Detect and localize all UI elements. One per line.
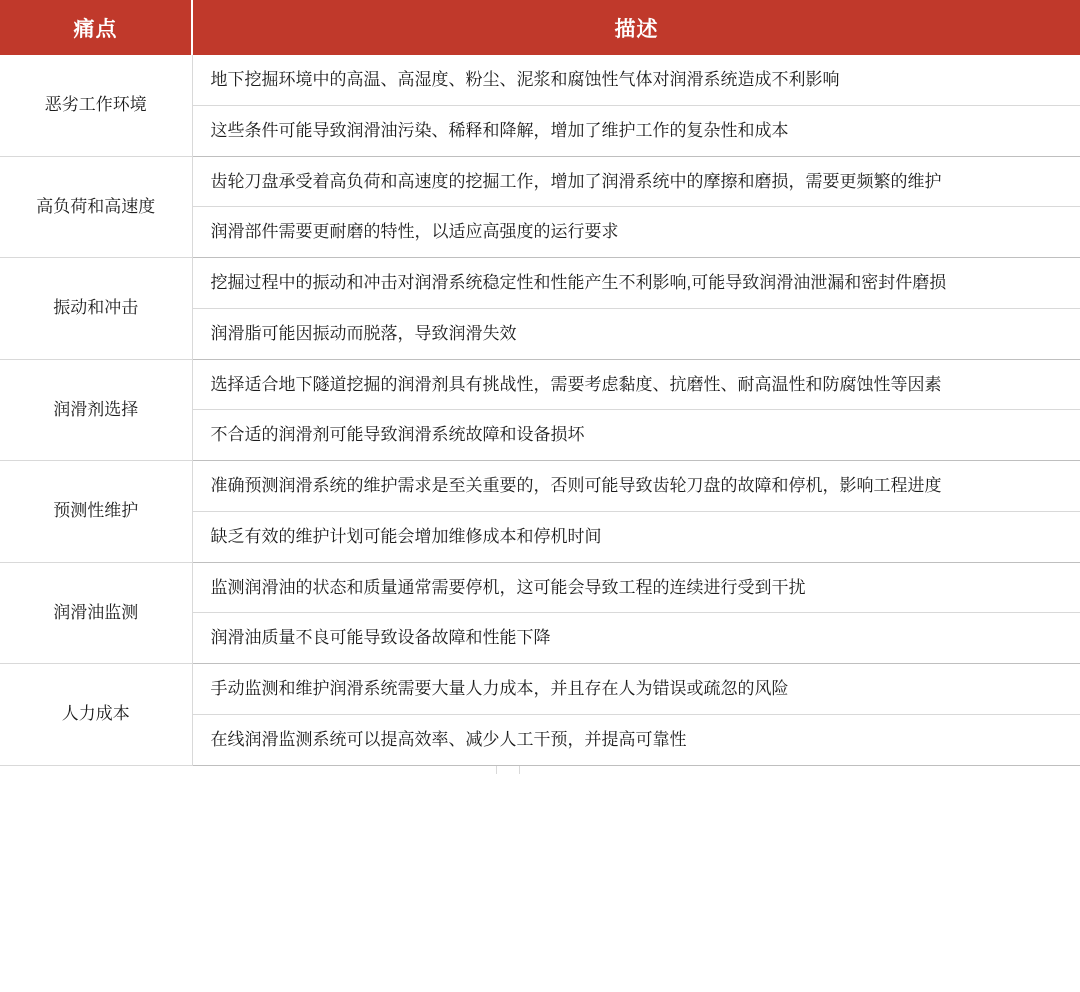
table-row <box>0 664 1080 715</box>
painpoint-description: 准确预测润滑系统的维护需求是至关重要的，否则可能导致齿轮刀盘的故障和停机，影响工程进度 <box>192 461 1080 512</box>
table-row <box>0 258 1080 309</box>
column-header-description: 描述 <box>192 0 1080 55</box>
painpoint-label: 恶劣工作环境 <box>0 55 192 156</box>
table-row <box>0 359 1080 410</box>
painpoint-description: 地下挖掘环境中的高温、高湿度、粉尘、泥浆和腐蚀性气体对润滑系统造成不利影响 <box>192 55 1080 105</box>
painpoint-label: 润滑剂选择 <box>0 359 192 461</box>
table-row <box>0 562 1080 613</box>
table-header <box>0 0 1080 55</box>
painpoint-description: 缺乏有效的维护计划可能会增加维修成本和停机时间 <box>192 511 1080 562</box>
painpoint-description: 润滑脂可能因振动而脱落，导致润滑失效 <box>192 308 1080 359</box>
column-header-painpoint: 痛点 <box>0 0 192 55</box>
table-row <box>0 156 1080 207</box>
painpoint-description: 挖掘过程中的振动和冲击对润滑系统稳定性和性能产生不利影响,可能导致润滑油泄漏和密封件磨损 <box>192 258 1080 309</box>
painpoint-description: 选择适合地下隧道挖掘的润滑剂具有挑战性，需要考虑黏度、抗磨性、耐高温性和防腐蚀性等因素 <box>192 359 1080 410</box>
painpoint-label: 高负荷和高速度 <box>0 156 192 258</box>
painpoint-description: 齿轮刀盘承受着高负荷和高速度的挖掘工作，增加了润滑系统中的摩擦和磨损，需要更频繁的维护 <box>192 156 1080 207</box>
table-bottom-nub <box>496 766 520 774</box>
painpoint-description: 在线润滑监测系统可以提高效率、减少人工干预，并提高可靠性 <box>192 714 1080 765</box>
table-body <box>0 55 1080 765</box>
table-row <box>0 55 1080 105</box>
table-header-row <box>0 0 1080 55</box>
painpoint-label: 人力成本 <box>0 664 192 766</box>
painpoint-label: 预测性维护 <box>0 461 192 563</box>
table-bottom-edge <box>0 766 1080 776</box>
painpoint-description: 监测润滑油的状态和质量通常需要停机，这可能会导致工程的连续进行受到干扰 <box>192 562 1080 613</box>
painpoint-description: 不合适的润滑剂可能导致润滑系统故障和设备损坏 <box>192 410 1080 461</box>
painpoint-description: 这些条件可能导致润滑油污染、稀释和降解，增加了维护工作的复杂性和成本 <box>192 105 1080 156</box>
painpoint-label: 振动和冲击 <box>0 258 192 360</box>
painpoint-description: 手动监测和维护润滑系统需要大量人力成本，并且存在人为错误或疏忽的风险 <box>192 664 1080 715</box>
painpoint-label: 润滑油监测 <box>0 562 192 664</box>
painpoint-description: 润滑部件需要更耐磨的特性，以适应高强度的运行要求 <box>192 207 1080 258</box>
table-row <box>0 461 1080 512</box>
painpoint-description: 润滑油质量不良可能导致设备故障和性能下降 <box>192 613 1080 664</box>
